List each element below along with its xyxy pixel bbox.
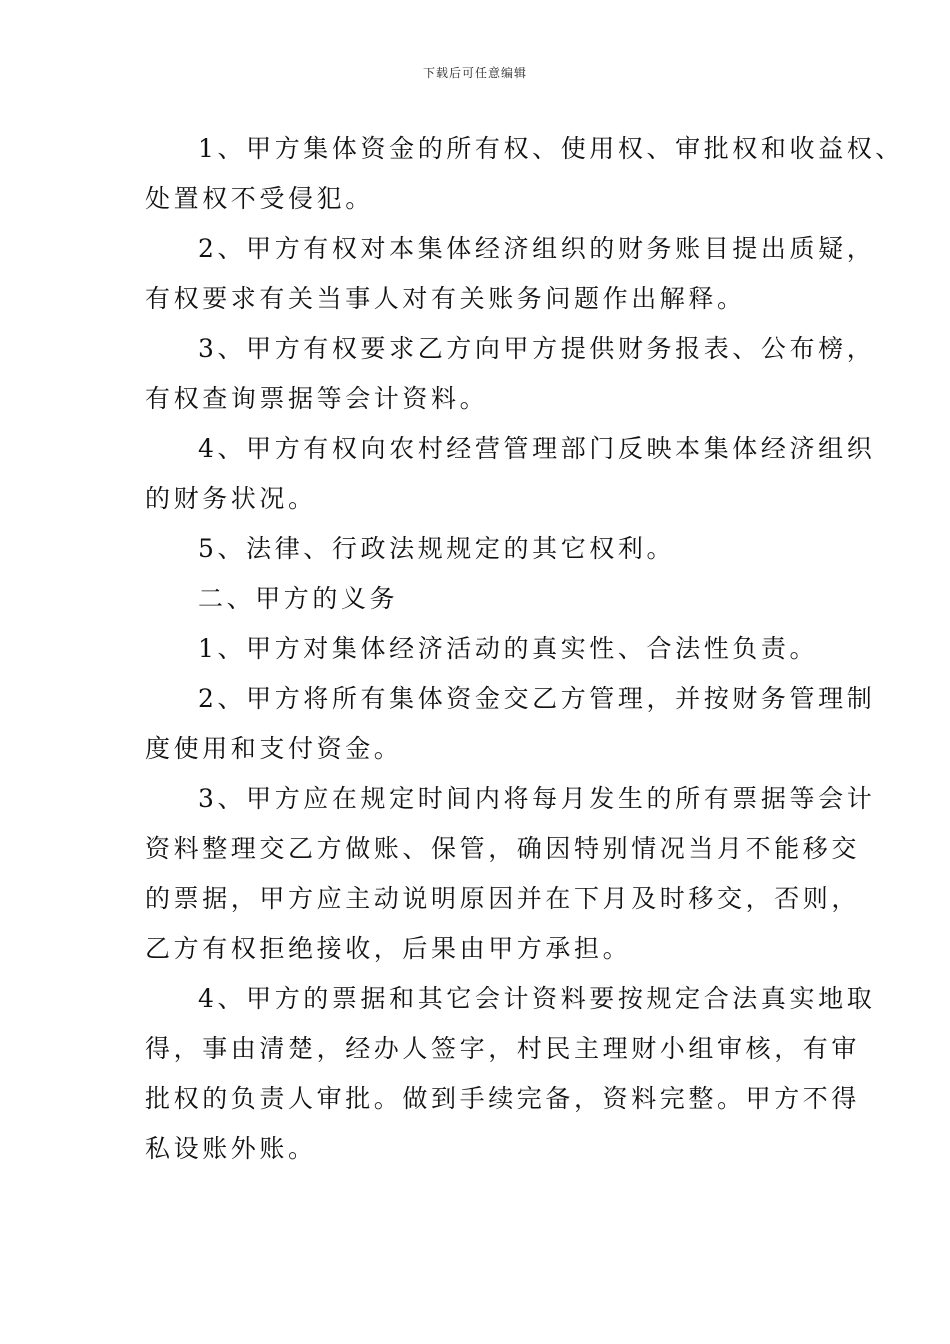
paragraph-right-2: [145, 224, 876, 324]
text-line: 3、甲方应在规定时间内将每月发生的所有票据等会计: [198, 784, 876, 813]
text-line: 有权查询票据等会计资料。: [145, 384, 489, 413]
text-line: 乙方有权拒绝接收，后果由甲方承担。: [145, 934, 632, 963]
paragraph-duty-1: [145, 624, 819, 674]
text-line: 5、法律、行政法规规定的其它权利。: [198, 534, 676, 563]
paragraph-right-1: [145, 124, 904, 224]
text-line: 4、甲方的票据和其它会计资料要按规定合法真实地取: [198, 984, 876, 1013]
text-line: 处置权不受侵犯。: [145, 184, 374, 213]
text-line: 度使用和支付资金。: [145, 734, 403, 763]
text-line: 二、甲方的义务: [198, 584, 399, 613]
text-line: 私设账外账。: [145, 1134, 317, 1163]
text-line: 3、甲方有权要求乙方向甲方提供财务报表、公布榜，: [198, 334, 876, 363]
paragraph-duty-2: [145, 674, 876, 774]
text-line: 2、甲方将所有集体资金交乙方管理，并按财务管理制: [198, 684, 876, 713]
text-line: 资料整理交乙方做账、保管，确因特别情况当月不能移交: [145, 834, 861, 863]
paragraph-duty-3: [145, 774, 876, 974]
text-line: 批权的负责人审批。做到手续完备，资料完整。甲方不得: [145, 1084, 861, 1113]
text-line: 4、甲方有权向农村经营管理部门反映本集体经济组织: [198, 434, 876, 463]
paragraph-right-5: [145, 524, 810, 574]
paragraph-duty-4: [145, 974, 876, 1174]
document-body: [145, 124, 904, 1174]
text-line: 有权要求有关当事人对有关账务问题作出解释。: [145, 284, 746, 313]
text-line: 得，事由清楚，经办人签字，村民主理财小组审核，有审: [145, 1034, 861, 1063]
text-line: 的票据，甲方应主动说明原因并在下月及时移交，否则，: [145, 884, 861, 913]
page-header: 下载后可任意编辑: [422, 66, 527, 80]
paragraph-right-4: [145, 424, 876, 524]
text-line: 2、甲方有权对本集体经济组织的财务账目提出质疑，: [198, 234, 876, 263]
section-heading-obligations: [145, 574, 810, 624]
text-line: 1、甲方对集体经济活动的真实性、合法性负责。: [198, 634, 819, 663]
text-line: 1、甲方集体资金的所有权、使用权、审批权和收益权、: [198, 134, 904, 163]
text-line: 的财务状况。: [145, 484, 317, 513]
paragraph-right-3: [145, 324, 876, 424]
